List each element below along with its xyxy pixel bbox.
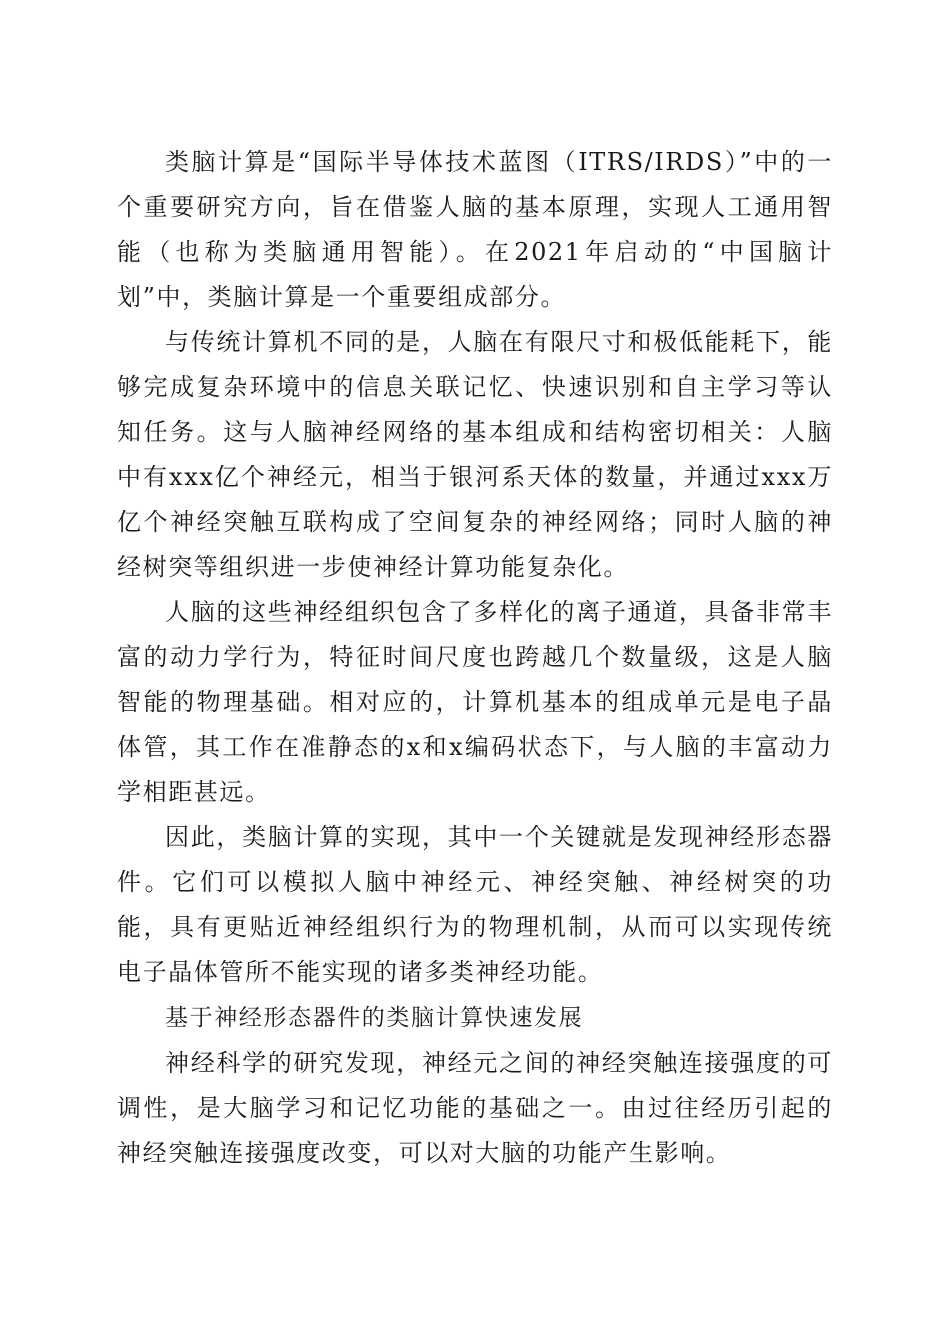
- document-body: [117, 140, 833, 1176]
- paragraph-neural-dynamics: 人脑的这些神经组织包含了多样化的离子通道，具备非常丰富的动力学行为，特征时间尺度也跨越几个数量级，这是人脑智能的物理基础。相对应的，计算机基本的组成单元是电子晶体管，其工作在准静态的x和x编码状态下，与人脑的丰富动力学相距甚远。: [117, 598, 833, 806]
- paragraph-brain-vs-computer: 与传统计算机不同的是，人脑在有限尺寸和极低能耗下，能够完成复杂环境中的信息关联记忆、快速识别和自主学习等认知任务。这与人脑神经网络的基本组成和结构密切相关：人脑中有xxx亿个神经元，相当于银河系天体的数量，并通过xxx万亿个神经突触互联构成了空间复杂的神经网络；同时人脑的神经树突等组织进一步使神经计算功能复杂化。: [117, 328, 833, 581]
- section-heading: 基于神经形态器件的类脑计算快速发展: [165, 1005, 584, 1031]
- paragraph-synaptic-plasticity: 神经科学的研究发现，神经元之间的神经突触连接强度的可调性，是大脑学习和记忆功能的基础之一。由过往经历引起的神经突触连接强度改变，可以对大脑的功能产生影响。: [117, 1049, 833, 1167]
- paragraph-neuromorphic-devices: 因此，类脑计算的实现，其中一个关键就是发现神经形态器件。它们可以模拟人脑中神经元、神经突触、神经树突的功能，具有更贴近神经组织行为的物理机制，从而可以实现传统电子晶体管所不能实现的诸多类神经功能。: [117, 823, 833, 986]
- paragraph-intro: 类脑计算是“国际半导体技术蓝图（ITRS/IRDS）”中的一个重要研究方向，旨在借鉴人脑的基本原理，实现人工通用智能（也称为类脑通用智能）。在2021年启动的“中国脑计划”中，类脑计算是一个重要组成部分。: [117, 148, 833, 311]
